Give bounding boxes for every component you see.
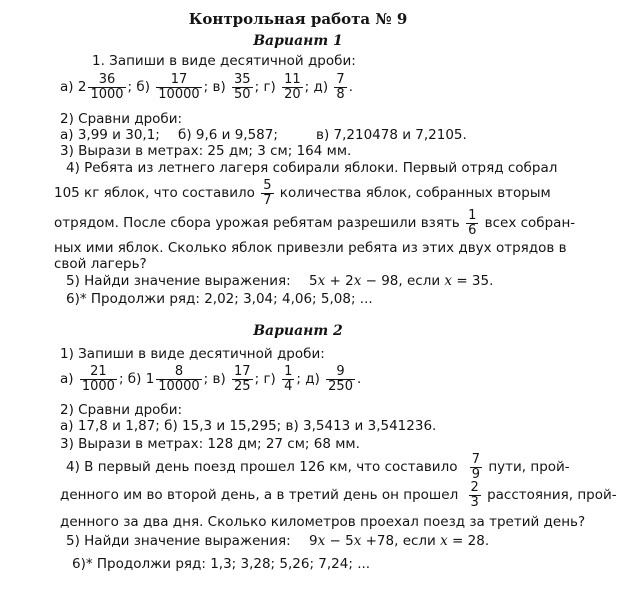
- v1-task5: 5) Найди значение выражения: 5x + 2x − 98, если x = 35.: [66, 273, 494, 289]
- v1-task1-fractions: а) 2 $\frac{36}{1000}$ ; б) $\frac{17}{10000}$ ; в) $\frac{35}{50}$ ; г) $\frac{11}{20}$ ; д) $\frac{7}{8}$ .: [60, 71, 353, 102]
- v1-frac-c: $\frac{35}{50}$: [234, 71, 251, 102]
- v1-task4-line2: 105 кг яблок, что составило $\frac{5}{7}$ количества яблок, собранных вторым: [54, 177, 551, 208]
- v2-task4-line3: денного за два дня. Сколько километров проехал поезд за третий день?: [60, 514, 586, 530]
- v2-task4-frac-2-3: $\frac{2}{3}$: [470, 479, 479, 510]
- v2-task2-text: 2) Сравни дроби:: [60, 402, 183, 418]
- v1-task4-line3: отрядом. После сбора урожая ребятам разрешили взять $\frac{1}{6}$ всех собран-: [54, 207, 576, 238]
- v2-frac-c: $\frac{17}{25}$: [234, 363, 251, 394]
- v1-task5-expression: 5x + 2x − 98, если x = 35.: [309, 273, 494, 289]
- v2-task4-line2: денного им во второй день, а в третий день он прошел $\frac{2}{3}$ расстояния, прой-: [60, 479, 617, 510]
- v2-frac-d: $\frac{1}{4}$: [284, 363, 293, 394]
- v1-task2-text: 2) Сравни дроби:: [60, 111, 183, 127]
- v1-task6-text: 6)* Продолжи ряд: 2,02; 3,04; 4,06; 5,08; ...: [66, 291, 373, 307]
- v2-frac-b: $\frac{8}{10000}$: [158, 363, 200, 394]
- v1-task4-line1: 4) Ребята из летнего лагеря собирали яблоки. Первый отряд собрал: [66, 160, 558, 176]
- v1-task4-frac-5-7: $\frac{5}{7}$: [263, 177, 272, 208]
- v2-task4-frac-7-9: $\frac{7}{9}$: [471, 451, 481, 482]
- v1-task2-c: в) 7,210478 и 7,2105.: [316, 127, 467, 143]
- v2-task1-text: 1) Запиши в виде десятичной дроби:: [60, 346, 325, 362]
- v1-task4-line5: свой лагерь?: [54, 256, 147, 272]
- v2-task5: 5) Найди значение выражения: 9x − 5x +78, если x = 28.: [66, 533, 490, 549]
- v1-task2-a: а) 3,99 и 30,1;: [60, 127, 160, 143]
- v2-frac-e: $\frac{9}{250}$: [328, 363, 353, 394]
- v2-task5-expression: 9x − 5x +78, если x = 28.: [309, 533, 490, 549]
- v1-frac-b: $\frac{17}{10000}$: [158, 71, 200, 102]
- v2-task3-text: 3) Вырази в метрах: 128 дм; 27 см; 68 мм.: [60, 436, 360, 452]
- variant-1-heading: Вариант 1: [253, 33, 343, 49]
- v2-frac-a: $\frac{21}{1000}$: [81, 363, 115, 394]
- v1-task1-text: 1. Запиши в виде десятичной дроби:: [92, 53, 356, 69]
- v2-task4-line1: 4) В первый день поезд прошел 126 км, что составило $\frac{7}{9}$ пути, прой-: [66, 451, 570, 482]
- v1-frac-e: $\frac{7}{8}$: [336, 71, 345, 102]
- page-title: Контрольная работа № 9: [188, 10, 408, 28]
- v1-frac-a: $\frac{36}{1000}$: [90, 71, 124, 102]
- v1-task3-text: 3) Вырази в метрах: 25 дм; 3 см; 164 мм.: [60, 143, 352, 159]
- v1-task4-frac-1-6: $\frac{1}{6}$: [468, 207, 477, 238]
- v1-task2-b: б) 9,6 и 9,587;: [178, 127, 278, 143]
- variant-2-heading: Вариант 2: [253, 323, 343, 339]
- v2-task6-text: 6)* Продолжи ряд: 1,3; 3,28; 5,26; 7,24; ...: [72, 556, 371, 572]
- v1-task4-line4: ных ими яблок. Сколько яблок привезли ребята из этих двух отрядов в: [54, 240, 567, 256]
- v2-task2-items: а) 17,8 и 1,87; б) 15,3 и 15,295; в) 3,5413 и 3,541236.: [60, 418, 437, 434]
- v2-task1-fractions: а) $\frac{21}{1000}$ ; б) 1 $\frac{8}{10000}$ ; в) $\frac{17}{25}$ ; г) $\frac{1}{4}$ ; д) $\frac{9}{250}$ .: [60, 363, 362, 394]
- v1-frac-d: $\frac{11}{20}$: [284, 71, 301, 102]
